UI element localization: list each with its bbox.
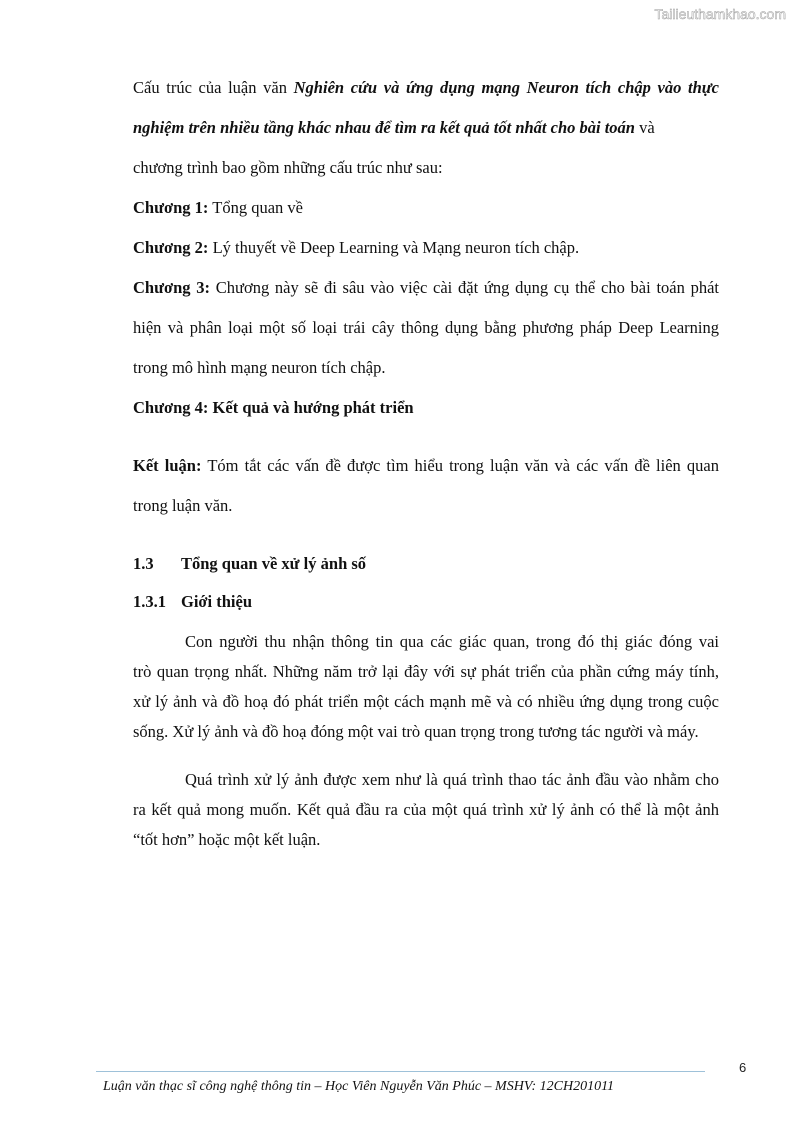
section-title: Tổng quan về xử lý ảnh số [181,554,367,573]
para1-line-4: sống. Xử lý ảnh và đồ hoạ đóng một vai trò quan trọng trong tương tác người và máy. [133,722,699,741]
para2-line-3: “tốt hơn” hoặc một kết luận. [133,830,321,849]
chapter-3-line-3: trong mô hình mạng neuron tích chập. [133,358,386,377]
thesis-title-part-1: Nghiên cứu và ứng dụng mạng Neuron tích chập vào thực [293,78,719,97]
section-heading [133,554,366,574]
chapter-1 [133,198,303,218]
chapter-3-line-2: hiện và phân loại một số loại trái cây thông dụng bằng phương pháp Deep Learning [133,318,719,337]
chapter-3-label: Chương 3: [133,278,211,297]
section-number: 1.3 [133,554,154,573]
para2-line-2: ra kết quả mong muốn. Kết quả đầu ra của một quá trình xử lý ảnh có thể là một ảnh [133,800,719,819]
chapter-3-text: Chương này sẽ đi sâu vào việc cài đặt ứng dụng cụ thể cho bài toán phát [210,278,719,297]
chapter-2 [133,238,579,258]
subsection-heading [133,592,252,612]
footer-rule [96,1071,705,1072]
para1-line-3: xử lý ảnh và đồ hoạ đó phát triển một cách mạnh mẽ và có nhiều ứng dụng trong cuộc [133,692,719,711]
watermark: Tailieuthamkhao.com [654,6,786,22]
subsection-number: 1.3.1 [133,592,166,611]
chapter-1-label: Chương 1: [133,198,209,217]
conclusion-line-2: trong luận văn. [133,496,233,515]
intro-line-3: chương trình bao gồm những cấu trúc như sau: [133,158,443,177]
para1-line-2: trò quan trọng nhất. Những năm trở lại đây với sự phát triển của phần cứng máy tính, [133,662,719,681]
intro-prefix: Cấu trúc của luận văn [133,78,294,97]
conclusion-text: Tóm tắt các vấn đề được tìm hiểu trong luận văn và các vấn đề liên quan [201,456,719,475]
intro-line-2 [133,118,655,138]
footer-text: Luận văn thạc sĩ công nghệ thông tin – Học Viên Nguyễn Văn Phúc – MSHV: 12CH201011 [103,1079,615,1094]
chapter-2-text: Lý thuyết về Deep Learning và Mạng neuron tích chập. [208,238,580,257]
page-number: 6 [739,1060,747,1075]
subsection-title: Giới thiệu [181,592,253,611]
conclusion [133,456,719,476]
chapter-1-text: Tổng quan về [208,198,303,217]
chapter-3 [133,278,719,298]
intro-line-1 [133,78,719,98]
thesis-title-part-2: nghiệm trên nhiều tầng khác nhau để tìm ra kết quả tốt nhất cho bài toán [133,118,635,137]
conclusion-label: Kết luận: [133,456,202,475]
chapter-2-label: Chương 2: [133,238,209,257]
intro-suffix: và [635,118,655,137]
para2-line-1: Quá trình xử lý ảnh được xem như là quá trình thao tác ảnh đầu vào nhằm cho [185,770,719,789]
chapter-4: Chương 4: Kết quả và hướng phát triển [133,398,414,417]
para1-line-1: Con người thu nhận thông tin qua các giác quan, trong đó thị giác đóng vai [185,632,719,651]
